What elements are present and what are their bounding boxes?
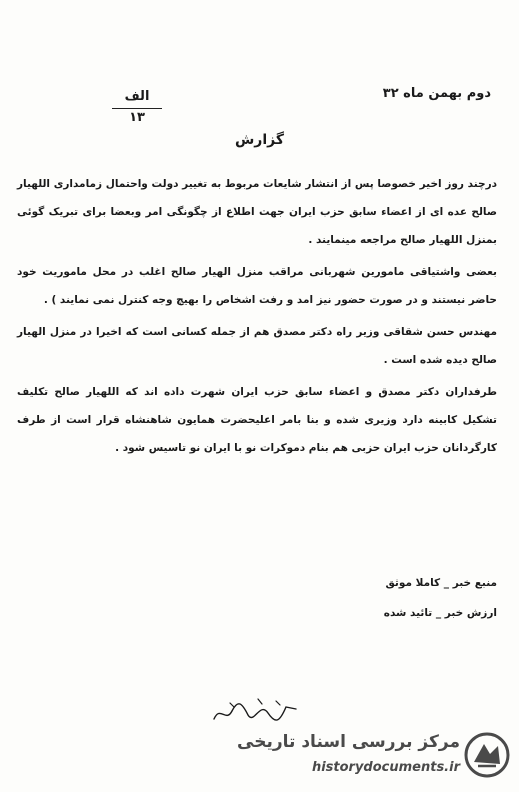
paragraph-police: بعضی واشتیاقی مامورین شهربانی مراقب منزل الهیار صالح اغلب در محل ماموریت خود حاضر نیستند و در صورت حضور نیز امد و رفت اشخاص را بهیچ وجه کنترل نمی نمایند ) . xyxy=(17,266,497,306)
source-line: منبع خبر _ کاملا موثق xyxy=(385,577,497,589)
classification-label: الف xyxy=(112,88,162,109)
report-body xyxy=(17,170,497,466)
document-date: دوم بهمن ماه ۳۲ xyxy=(382,86,491,101)
classification-box xyxy=(112,88,162,127)
paragraph-party: طرفداران دکتر مصدق و اعضاء سابق حزب ایران شهرت داده اند که اللهیار صالح تکلیف تشکیل کابینه دارد وزیری شده و بنا بامر اعلیحضرت همایون شاهنشاه قرار است از طرف کارگردانان حزب ایران حزبی هم بنام دموکرات نو با ایران نو تاسیس شود . xyxy=(17,386,497,454)
classification-number: ۱۳ xyxy=(129,110,145,125)
archive-logo-icon xyxy=(464,732,510,778)
handwritten-signature xyxy=(210,695,300,727)
watermark-url: historydocuments.ir xyxy=(311,760,460,775)
report-title: گزارش xyxy=(234,132,285,148)
paragraph-minister: مهندس حسن شقاقی وزیر راه دکتر مصدق هم از جمله کسانی است که اخیرا در منزل الهیار صالح دیده شده است . xyxy=(17,326,497,366)
paragraph-visits: درچند روز اخیر خصوصا پس از انتشار شایعات مربوط به تغییر دولت واحتمال زمامداری اللهیار صالح عده ای از اعضاء سابق حزب ایران جهت اطلاع از چگونگی امر وبعضا برای تبریک گوئی بمنزل اللهیار صالح مراجعه مینمایند . xyxy=(17,178,497,246)
report-meta xyxy=(384,568,497,628)
watermark-name: مرکز بررسی اسناد تاریخی xyxy=(237,732,460,752)
archive-watermark xyxy=(222,728,512,784)
evaluation-line: ارزش خبر _ تائید شده xyxy=(383,607,497,619)
